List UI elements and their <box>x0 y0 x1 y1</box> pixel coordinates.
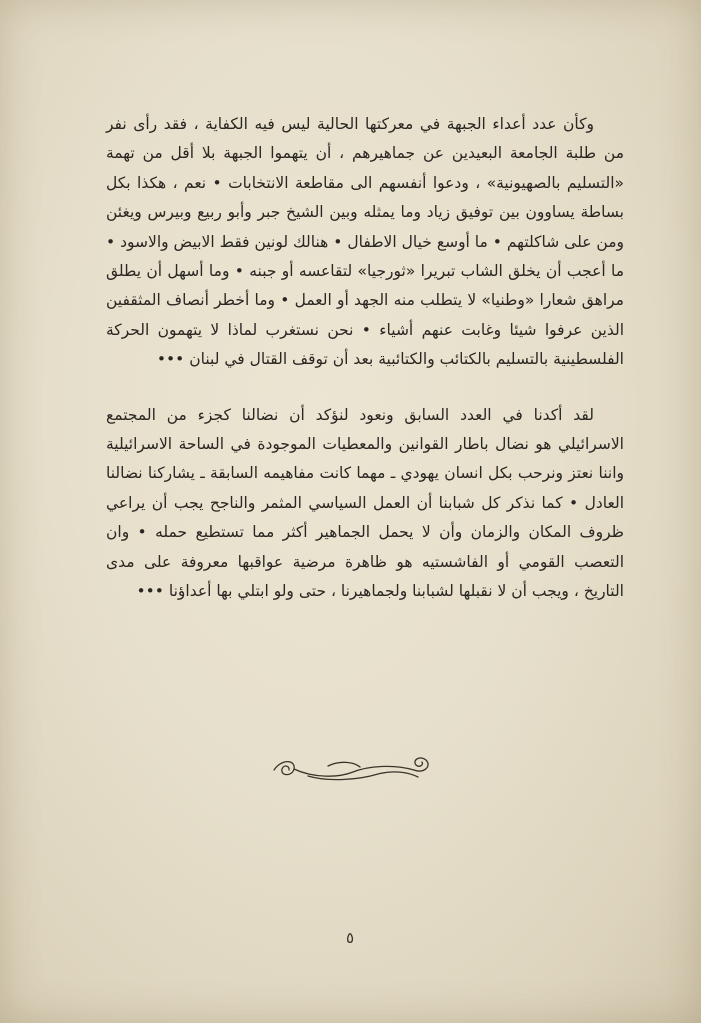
page-number: ٥ <box>345 929 355 947</box>
paragraph-1: وكأن عدد أعداء الجبهة في معركتها الحالية ليس فيه الكفاية ، فقد رأى نفر من طلبة الجامعة البعيدين عن جماهيرهم ، أن يتهموا الجبهة بلا أقل من تهمة «التسليم بالصهيونية» ، ودعوا أنفسهم الى مقاطعة الانتخابات • نعم ، هكذا بكل بساطة يساوون بين توفيق زياد وما يمثله وبين الشيخ جبر وأبو ربيع وبيرس ويغئن ومن على شاكلتهم • ما أوسع خيال الاطفال • هنالك لونين فقط الابيض والاسود • ما أعجب أن يخلق الشاب تبريرا «ثورجيا» لتقاعسه أو جبنه • وما أسهل أن يطلق مراهق شعارا «وطنيا» لا يتطلب منه الجهد أو العمل • وما أخطر أنصاف المثقفين الذين عرفوا شيئا وغابت عنهم أشياء • نحن نستغرب لماذا لا يتهمون الحركة الفلسطينية بالتسليم بالكتائب والكتائبية بعد أن توقف القتال في لبنان ••• <box>106 115 624 369</box>
paragraph-2: لقد أكدنا في العدد السابق ونعود لنؤكد أن نضالنا كجزء من المجتمع الاسرائيلي هو نضال باطار القوانين والمعطيات الموجودة في الساحة الاسرائيلية واننا نعتز ونرحب بكل انسان يهودي ـ مهما كانت مفاهيمه السابقة ـ يشاركنا نضالنا العادل • كما نذكر كل شبابنا أن العمل السياسي المثمر والناجح يجب أن يراعي ظروف المكان والزمان وأن لا يحمل الجماهير أكثر مما تستطيع حمله • وان التعصب القومي أو الفاشستيه هو ظاهرة مرضية عواقبها معروفة على مدى التاريخ ، ويجب أن لا نقبلها لشبابنا ولجماهيرنا ، حتى ولو ابتلي بها أعداؤنا ••• <box>106 405 624 601</box>
decorative-flourish-icon <box>268 752 438 786</box>
article-body <box>106 110 624 607</box>
